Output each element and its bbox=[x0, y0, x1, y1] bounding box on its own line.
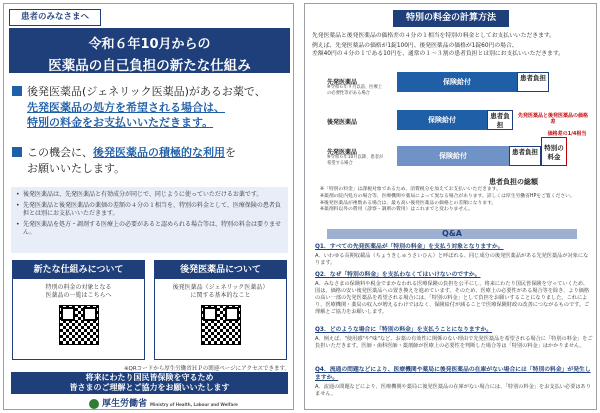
card-title: 後発医薬品について bbox=[155, 261, 286, 279]
calc-title: 特別の料金の計算方法 bbox=[393, 10, 509, 27]
bullet-text bbox=[27, 84, 290, 131]
footer-banner bbox=[11, 372, 288, 394]
bullet1-part-a: 後発医薬品(ジェネリック医薬品)があるお薬で、 bbox=[27, 85, 266, 98]
bullet-encourage-generic bbox=[12, 145, 290, 176]
answer-4: A．流通の問題などにより、医療機関や薬局に後発医薬品の在庫がない場合には、「特別の料金」をお支払い必要はありません。 bbox=[315, 384, 591, 397]
footer-line-1: 将来にわたり国民皆保険を守るため bbox=[85, 373, 214, 382]
note-item: • 後発医薬品は、先発医薬品と有効成分が同じで、同じように使っていただけるお薬です。 bbox=[16, 191, 283, 200]
qr-code-icon[interactable] bbox=[201, 305, 241, 345]
qa-header: Q&A bbox=[327, 229, 577, 239]
audience-tag: 患者のみなさまへ bbox=[9, 9, 101, 26]
row1-insurance-bar: 保険給付 bbox=[397, 72, 517, 92]
hero-line-1: 令和６年10月からの bbox=[88, 37, 211, 52]
quarter-label: 価格差の1/4相当 bbox=[547, 131, 587, 137]
calc-intro-3: 差額40円の４分の１である10円を、通常の１～３割の患者負担とは別にお支払いいただきます。 bbox=[312, 51, 564, 57]
card-subtitle bbox=[155, 284, 286, 300]
bullet-square-icon bbox=[12, 86, 22, 96]
ministry-logo bbox=[89, 396, 238, 409]
card-subtitle-line2: 医薬品の一覧はこちらへ bbox=[45, 292, 112, 299]
card-subtitle bbox=[13, 284, 144, 300]
card-title: 新たな仕組みについて bbox=[13, 261, 144, 279]
answer-2: A．みなさまの保険料や税金でまかなわれる医療保険の負担を公平にし、将来にわたり国民皆保険を守っていくため、国は、価格の安い後発医薬品への置き換えを進めています。そのため、医療上の必要性がある場合等を除き、より価格の高い一部の先発医薬品を希望される場合には、「特別の料金」として負担をお願いすることになりました。これにより、医療機関・薬局の収入が増えるわけではなく、保険給付が減ることで医療保険財政の改善につながるものです。ご理解とご協力をお願いします。 bbox=[315, 281, 590, 315]
right-explanation-panel bbox=[304, 3, 597, 410]
bullet2-part-d: お願いいたします。 bbox=[27, 161, 126, 175]
qr-code-icon[interactable] bbox=[59, 305, 99, 345]
row3-insurance-bar: 保険給付 bbox=[397, 146, 509, 166]
calc-note: ※「特別の料金」は課税対象であるため、消費税分を加えてお支払いいただきます。 bbox=[320, 187, 501, 192]
row1-note: ※令和６年９月以前、医療上の必要性等がある場合 bbox=[327, 85, 383, 96]
question-2: Q2．なぜ「特別の料金」を支払わなくてはいけないのですか。 bbox=[315, 272, 481, 278]
ministry-emblem-icon bbox=[89, 399, 99, 409]
row3-note: ※令和６年10月以降、患者が希望する場合 bbox=[327, 155, 384, 166]
bullet2-part-b: 後発医薬品の積極的な利用 bbox=[93, 146, 225, 159]
left-leaflet-panel bbox=[3, 3, 294, 410]
bullet1-part-c: 特別の料金をお支払いいただきます。 bbox=[27, 116, 214, 129]
bullet-square-icon bbox=[12, 147, 22, 157]
question-1: Q1．すべての先発医薬品が「特別の料金」を支払う対象となりますか。 bbox=[315, 244, 504, 250]
row2-insurance-bar: 保険給付 bbox=[397, 110, 487, 130]
total-burden-label: 患者負担の総額 bbox=[489, 178, 538, 186]
bullet2-part-a: この機会に、 bbox=[27, 146, 93, 159]
notes-box bbox=[11, 187, 288, 253]
bullet-generic-fee bbox=[12, 84, 290, 131]
calc-note: ※薬剤の院内処方の場合等、医療機関や薬局によって異なる場合があります。詳しくは厚生労働省HPをご覧ください。 bbox=[320, 193, 575, 199]
row3-patient-box: 患者負担 bbox=[509, 146, 541, 166]
card-generic-info bbox=[154, 260, 287, 360]
calc-intro-1: 先発医薬品と後発医薬品の価格差の４分の１相当を特別の料金としてお支払いいただきます。 bbox=[312, 33, 556, 39]
qr-note: ※QRコードから厚生労働省ＨＰの関連ページにアクセスできます。 bbox=[123, 366, 290, 372]
hero-line-2: 医薬品の自己負担の新たな仕組み bbox=[48, 58, 251, 74]
note-item: • 先発医薬品を処方・調剤する医療上の必要があると認められる場合等は、特別の料金は要りません。 bbox=[16, 221, 283, 238]
calc-intro-2: 例えば、先発医薬品の価格が1錠100円、後発医薬品の価格が1錠60円の場合、 bbox=[312, 43, 518, 49]
answer-1: A．いわゆる長期収載品（ちょうきしゅうさいひん）と呼ばれる、同じ成分の後発医薬品がある先発医薬品が対象になります。 bbox=[315, 253, 589, 266]
ministry-name: 厚生労働省 bbox=[102, 399, 148, 409]
price-diff-label: 先発医薬品と後発医薬品の価格差 bbox=[517, 113, 588, 125]
row2-patient-box: 患者負担 bbox=[487, 110, 513, 130]
calc-notes bbox=[320, 187, 590, 214]
footer-line-2: 皆さまのご理解とご協力をお願いいたします bbox=[69, 383, 230, 392]
card-new-system bbox=[12, 260, 145, 360]
card-subtitle-line1: 後発医薬品（ジェネリック医薬品） bbox=[172, 284, 269, 291]
row3-label: 先発医薬品 bbox=[327, 149, 358, 156]
note-item: • 先発医薬品と後発医薬品の薬価の差額の４分の１相当を、特別の料金として、医療保険の患者負担とは別にお支払いいただきます。 bbox=[16, 202, 283, 219]
row2-label: 後発医薬品 bbox=[327, 119, 358, 126]
bullet1-part-b: 先発医薬品の処方を希望される場合は、 bbox=[27, 100, 225, 114]
card-subtitle-line2: に関する基本的なこと bbox=[190, 292, 251, 299]
question-4: Q4．流通の問題などにより、医療機関や薬局に後発医薬品の在庫がない場合には「特別の料金」が発生しますか。 bbox=[315, 367, 591, 381]
calc-note: ※後発医薬品が複数ある場合は、最も高い後発医薬品の価格との差額になります。 bbox=[320, 200, 497, 206]
ministry-name-en: Ministry of Health, Labour and Welfare bbox=[150, 402, 238, 407]
bullet2-part-c: を bbox=[225, 146, 236, 159]
row1-patient-box: 患者負担 bbox=[517, 72, 549, 92]
answer-3: A．例えば、"使用感"や"味"など、お薬の有効性に関係のない理由で先発医薬品を希望される場合に「特別の料金」をご負担いただきます。医師・歯科医師・薬剤師が医療上の必要性を判断した場合等は「特別の料金」はかかりません。 bbox=[315, 336, 593, 349]
row3-special-fee-box: 特別の料金 bbox=[541, 137, 567, 166]
row1-label: 先発医薬品 bbox=[327, 79, 358, 86]
card-subtitle-line1: 特別の料金の対象となる bbox=[45, 284, 112, 291]
question-3: Q3．どのような場合に「特別の料金」を支払うことになりますか。 bbox=[315, 327, 493, 333]
bullet-text bbox=[27, 145, 290, 176]
calc-note: ※薬剤料以外の費用（診察・調剤の費用）はこれまでと変わりません。 bbox=[320, 207, 474, 213]
hero-banner bbox=[9, 28, 290, 73]
